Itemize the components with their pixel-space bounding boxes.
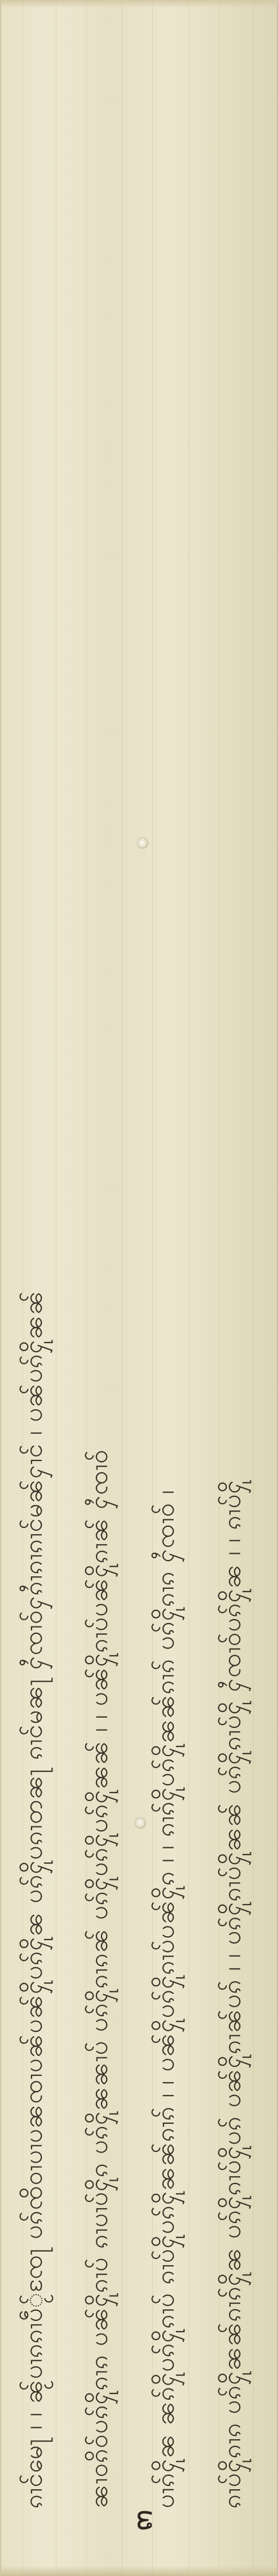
script-line-2: ၼၢဝၵိဝ်ပၵ်ႁိုၵၢၵ ပၼ်ႁိုၵၢပ် ၵၢပၢပ်ႁိုၵ ပၵ်ႁိုၼၼၢပ် ပၵ်ႁိုၵၢၵၼ် ပၵ်ႁိုပၵ်ႁိုပၵ်ႁိုၼၼ် ၊ ၊ ပၼ်ႁိုၵၢပ်ပၼ်ႁိုၵၢၼ် ႁႆၸၢဝ် — [85, 1449, 113, 2508]
script-line-3: ပၢၵ်ႁိုၼ ၼၵ်ႁိုပၵ်ႁိုၵၢပ် ၵၢပ်ႁိုပၵ်ႁိုၼၼ်ၵၢၵ် ၊ ၊ ပၼ်ႁိုပၵ်ႁိုၵၢပ်ပၼ်ႁိုၵ ၊ ၊ ၵၢၵ်ႁိုပၵ်ႁိုၼၼ်ၵၢၵ် ပၵ်ႁိုၵၢၵ ႁႆၸၢဝ် ၊ — [151, 1490, 180, 2508]
script-line-4: ၵၢပ်ႁိုၵၢၵ ပၵ်ႁိုၼၼ်ၵၢၵ်ႁိုၼ ပၵ်ႁိုၵၢပ်ႁိုပၵ် ပၼ်ႁိုၵၢၼ်ပၵ် ၊ ၊ ပၵ်ႁိုၵၢပ်ႁိုၼၼ် ပၵ်ႁိုၵၢပ်ႁို ႁႆၸၢဝ်ပၵ်ႁိုၼ ၊ ၊ ၵၢပ်ႁို — [218, 1479, 246, 2508]
script-line-1: ၵၢင်မေႃ ၊ ၊ ၼႂ်ပၢၵၵၢပဵႂ်ၸႄႃ ပၵ်ၸိဝၢပၢပၼၸၢပၼ်ပၼ်ႁိုပၵ်ႁိုၼ ပၵ်ႁိုပၵၢတၼႃ ၵၢင်မၼႃ ႁႆၸၢဝ်ႁၵၢႆၵၢၵၢင်မၼ်ႁၢင် ၊ ပၼ်ပၵ်ႁိုၼၼ် — [19, 1290, 48, 2508]
page-number: ๓ — [123, 2509, 160, 2531]
